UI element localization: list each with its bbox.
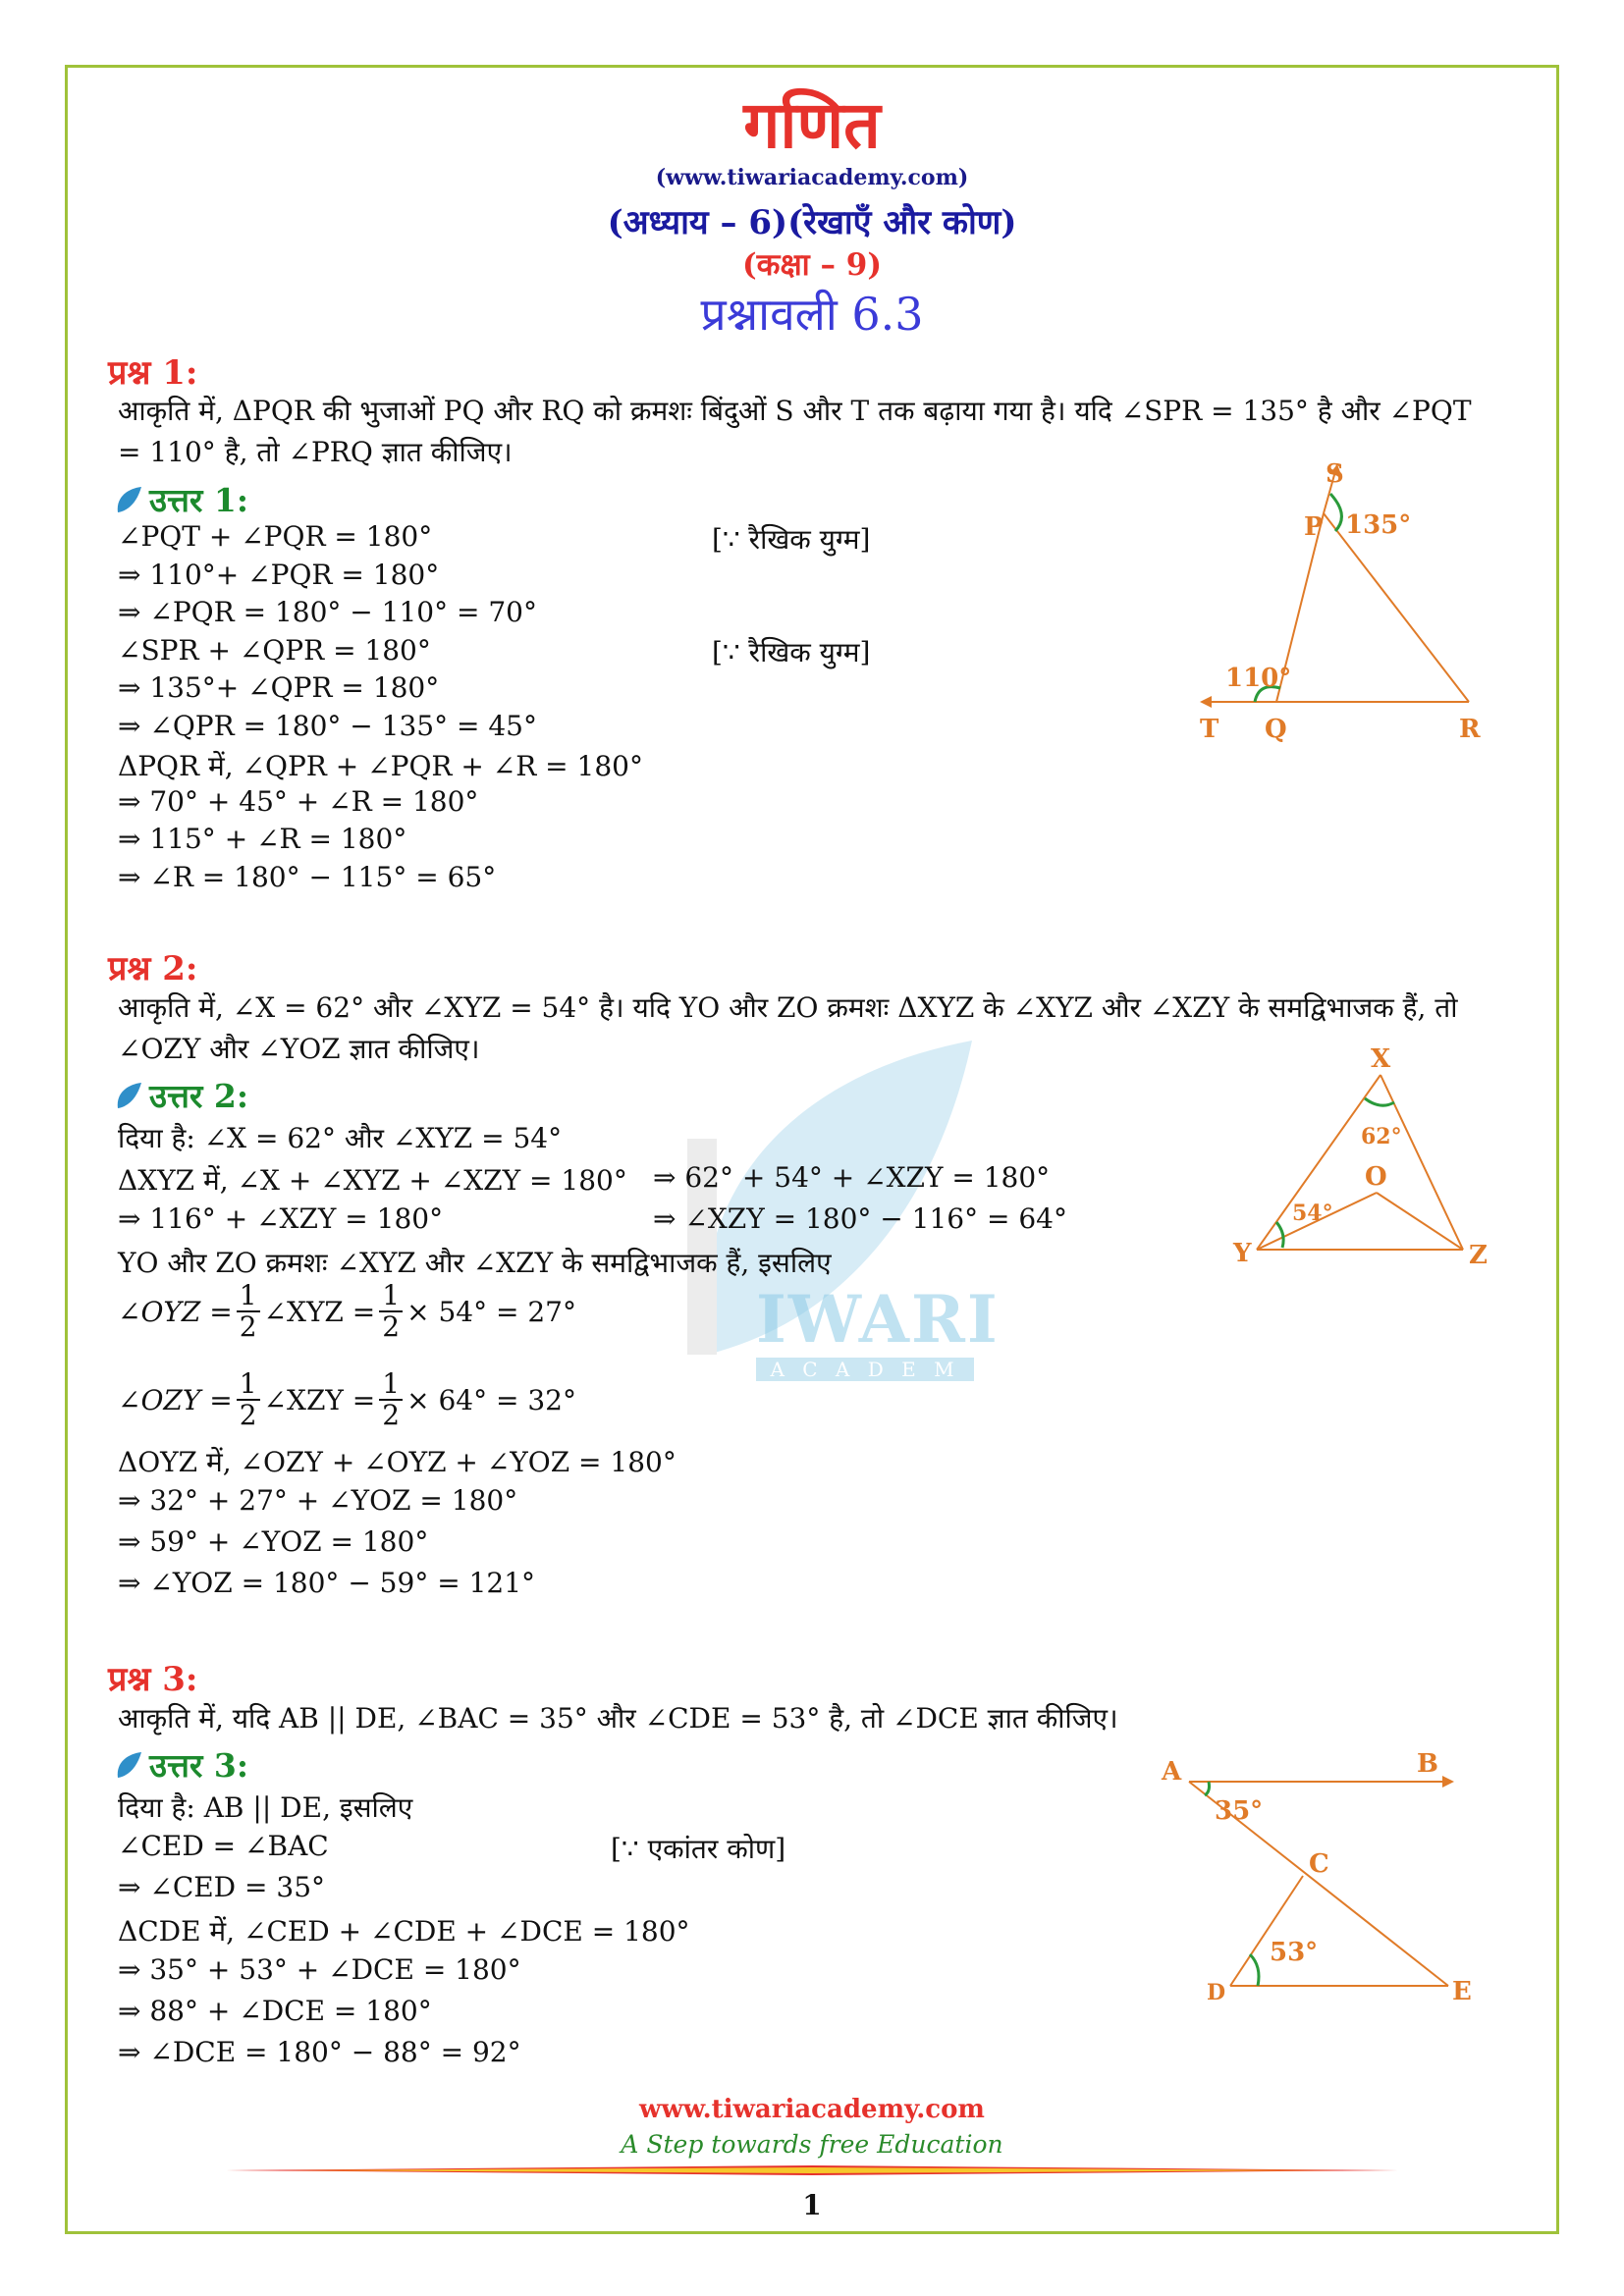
equation-rhs: × 64° = 32° <box>406 1383 576 1416</box>
angle-d-arc <box>1250 1954 1259 1986</box>
answer-2-given: दिया है: ∠X = 62° और ∠XYZ = 54° <box>118 1122 563 1154</box>
equation-lhs: ∠OYZ = <box>118 1295 233 1328</box>
answer-2-step: ΔXYZ में, ∠X + ∠XYZ + ∠XZY = 180° <box>118 1164 627 1197</box>
label-t: T <box>1200 715 1219 744</box>
answer-3-step: ⇒ 35° + 53° + ∠DCE = 180° <box>118 1953 521 1986</box>
answer-2-step: ⇒ 116° + ∠XZY = 180° <box>118 1202 444 1235</box>
label-y: Y <box>1233 1239 1252 1268</box>
fraction-numerator: 1 <box>237 1281 260 1312</box>
watermark-text: IWARI <box>756 1281 1000 1358</box>
label-q: Q <box>1265 715 1287 744</box>
question-1-line-1: आकृति में, ΔPQR की भुजाओं PQ और RQ को क्रमशः बिंदुओं S और T तक बढ़ाया गया है। यदि ∠SPR = 135° है और ∠PQT <box>118 395 1472 427</box>
label-angle-110: 110° <box>1225 664 1292 693</box>
answer-2-step: ⇒ 62° + 54° + ∠XZY = 180° <box>653 1161 1051 1194</box>
header-website: (www.tiwariacademy.com) <box>655 165 969 190</box>
page-title: गणित <box>743 86 881 163</box>
answer-1-steps <box>118 520 643 898</box>
label-x: X <box>1371 1045 1391 1074</box>
answer-2-heading <box>114 1073 248 1117</box>
label-c: C <box>1309 1849 1329 1879</box>
answer-1-step: ⇒ ∠PQR = 180° − 110° = 70° <box>118 596 537 628</box>
answer-3-heading <box>114 1742 248 1787</box>
question-2-figure <box>1218 1045 1502 1281</box>
question-3-text: आकृति में, यदि AB || DE, ∠BAC = 35° और ∠CDE = 53° है, तो ∠DCE ज्ञात कीजिए। <box>118 1702 1118 1735</box>
label-angle-35: 35° <box>1215 1796 1264 1826</box>
answer-2-step: ⇒ 32° + 27° + ∠YOZ = 180° <box>118 1484 518 1517</box>
fraction-denominator: 2 <box>382 1399 401 1431</box>
answer-1-reason-2: [∵ रैखिक युग्म] <box>712 636 871 668</box>
label-angle-54: 54° <box>1292 1201 1333 1226</box>
label-angle-53: 53° <box>1270 1938 1319 1967</box>
equation-lhs: ∠OZY = <box>118 1383 233 1416</box>
question-3-figure <box>1144 1742 1478 2007</box>
answer-3-step: ⇒ ∠CED = 35° <box>118 1871 326 1903</box>
label-angle-62: 62° <box>1361 1124 1402 1149</box>
label-z: Z <box>1469 1241 1488 1270</box>
fraction-denominator: 2 <box>382 1310 401 1343</box>
question-2-line-2: ∠OZY और ∠YOZ ज्ञात कीजिए। <box>118 1033 480 1065</box>
answer-2-steps <box>118 1443 677 1608</box>
ray-t-arrow-icon <box>1200 696 1212 708</box>
answer-1-step: ∠PQT + ∠PQR = 180° <box>118 520 433 553</box>
fraction-half <box>237 1281 260 1342</box>
answer-1-step: ΔPQR में, ∠QPR + ∠PQR + ∠R = 180° <box>118 750 643 782</box>
fraction-denominator: 2 <box>239 1399 257 1431</box>
answer-2-oyz-equation <box>118 1281 576 1342</box>
question-1-heading: प्रश्न 1: <box>108 353 198 393</box>
answer-1-step: ⇒ 110°+ ∠PQR = 180° <box>118 558 440 591</box>
answer-1-step: ⇒ ∠QPR = 180° − 135° = 45° <box>118 709 537 742</box>
question-3-heading: प्रश्न 3: <box>108 1660 198 1699</box>
label-d: D <box>1207 1980 1226 2005</box>
answer-1-step: ⇒ 115° + ∠R = 180° <box>118 823 407 855</box>
label-angle-135: 135° <box>1345 510 1412 540</box>
fraction-numerator: 1 <box>237 1369 260 1401</box>
answer-1-step: ∠SPR + ∠QPR = 180° <box>118 633 431 667</box>
fraction-half <box>237 1369 260 1430</box>
fraction-numerator: 1 <box>379 1369 403 1401</box>
answer-1-step: ⇒ 70° + 45° + ∠R = 180° <box>118 784 479 818</box>
line-dc <box>1230 1876 1303 1986</box>
answer-2-step: YO और ZO क्रमशः ∠XYZ और ∠XZY के समद्विभाजक हैं, इसलिए <box>118 1247 832 1279</box>
footer-tagline: A Step towards free Education <box>621 2130 1003 2159</box>
answer-3-step: ⇒ ∠DCE = 180° − 88° = 92° <box>118 2036 521 2068</box>
label-e: E <box>1452 1977 1472 2006</box>
answer-3-label: उत्तर 3: <box>149 1746 249 1785</box>
equation-mid: ∠XYZ = <box>263 1295 376 1328</box>
answer-3-step: ΔCDE में, ∠CED + ∠CDE + ∠DCE = 180° <box>118 1915 690 1948</box>
label-p: P <box>1304 512 1324 542</box>
label-s: S <box>1326 459 1344 489</box>
footer-divider <box>226 2165 1398 2175</box>
angle-x-arc <box>1365 1098 1394 1105</box>
tiwari-leaf-icon <box>114 1081 143 1110</box>
angle-y-arc <box>1276 1222 1283 1248</box>
question-1-line-2: = 110° है, तो ∠PRQ ज्ञात कीजिए। <box>118 436 513 468</box>
answer-1-heading <box>114 477 248 521</box>
question-2-line-1: आकृति में, ∠X = 62° और ∠XYZ = 54° है। यदि YO और ZO क्रमशः ΔXYZ के ∠XYZ और ∠XZY के समद्विभाजक हैं, तो <box>118 991 1458 1024</box>
label-r: R <box>1459 715 1481 744</box>
watermark-subtext: A C A D E M Y <box>756 1358 974 1381</box>
label-o: O <box>1365 1162 1387 1192</box>
fraction-denominator: 2 <box>239 1310 257 1343</box>
tiwari-leaf-icon <box>114 1750 143 1780</box>
equation-rhs: × 54° = 27° <box>406 1295 576 1328</box>
answer-1-label: उत्तर 1: <box>149 481 249 519</box>
page-number: 1 <box>802 2189 822 2221</box>
side-pr <box>1324 513 1469 702</box>
label-b: B <box>1417 1749 1438 1779</box>
answer-2-step: ⇒ ∠YOZ = 180° − 59° = 121° <box>118 1567 536 1599</box>
answer-2-step: ΔOYZ में, ∠OZY + ∠OYZ + ∠YOZ = 180° <box>118 1446 677 1478</box>
label-a: A <box>1162 1757 1182 1787</box>
footer-url[interactable]: www.tiwariacademy.com <box>639 2095 985 2124</box>
fraction-half <box>379 1369 403 1430</box>
tiwari-leaf-icon <box>114 485 143 514</box>
class-label: (कक्षा – 9) <box>741 247 883 283</box>
answer-3-step: ⇒ 88° + ∠DCE = 180° <box>118 1995 432 2027</box>
answer-1-reason-1: [∵ रैखिक युग्म] <box>712 523 871 556</box>
answer-1-step: ⇒ ∠R = 180° − 115° = 65° <box>118 860 497 893</box>
answer-3-step: ∠CED = ∠BAC <box>118 1830 329 1862</box>
fraction-half <box>379 1281 403 1342</box>
answer-2-step: ⇒ 59° + ∠YOZ = 180° <box>118 1525 429 1558</box>
answer-2-label: उत्तर 2: <box>149 1077 249 1115</box>
line-ab-arrow-icon <box>1442 1776 1454 1788</box>
answer-3-steps <box>118 1789 690 2077</box>
exercise-title: प्रश्नावली 6.3 <box>700 288 924 341</box>
question-1-figure <box>1178 456 1512 751</box>
fraction-numerator: 1 <box>379 1281 403 1312</box>
answer-1-step: ⇒ 135°+ ∠QPR = 180° <box>118 671 440 704</box>
answer-2-ozy-equation <box>118 1369 576 1430</box>
question-2-heading: प्रश्न 2: <box>108 949 198 988</box>
answer-2-step: ⇒ ∠XZY = 180° − 116° = 64° <box>653 1202 1067 1235</box>
equation-mid: ∠XZY = <box>263 1383 376 1416</box>
chapter-title: (अध्याय – 6)(रेखाएँ और कोण) <box>607 203 1017 242</box>
answer-3-step: दिया है: AB || DE, इसलिए <box>118 1791 413 1824</box>
answer-3-reason: [∵ एकांतर कोण] <box>611 1833 786 1865</box>
angle-a-arc <box>1205 1782 1210 1795</box>
